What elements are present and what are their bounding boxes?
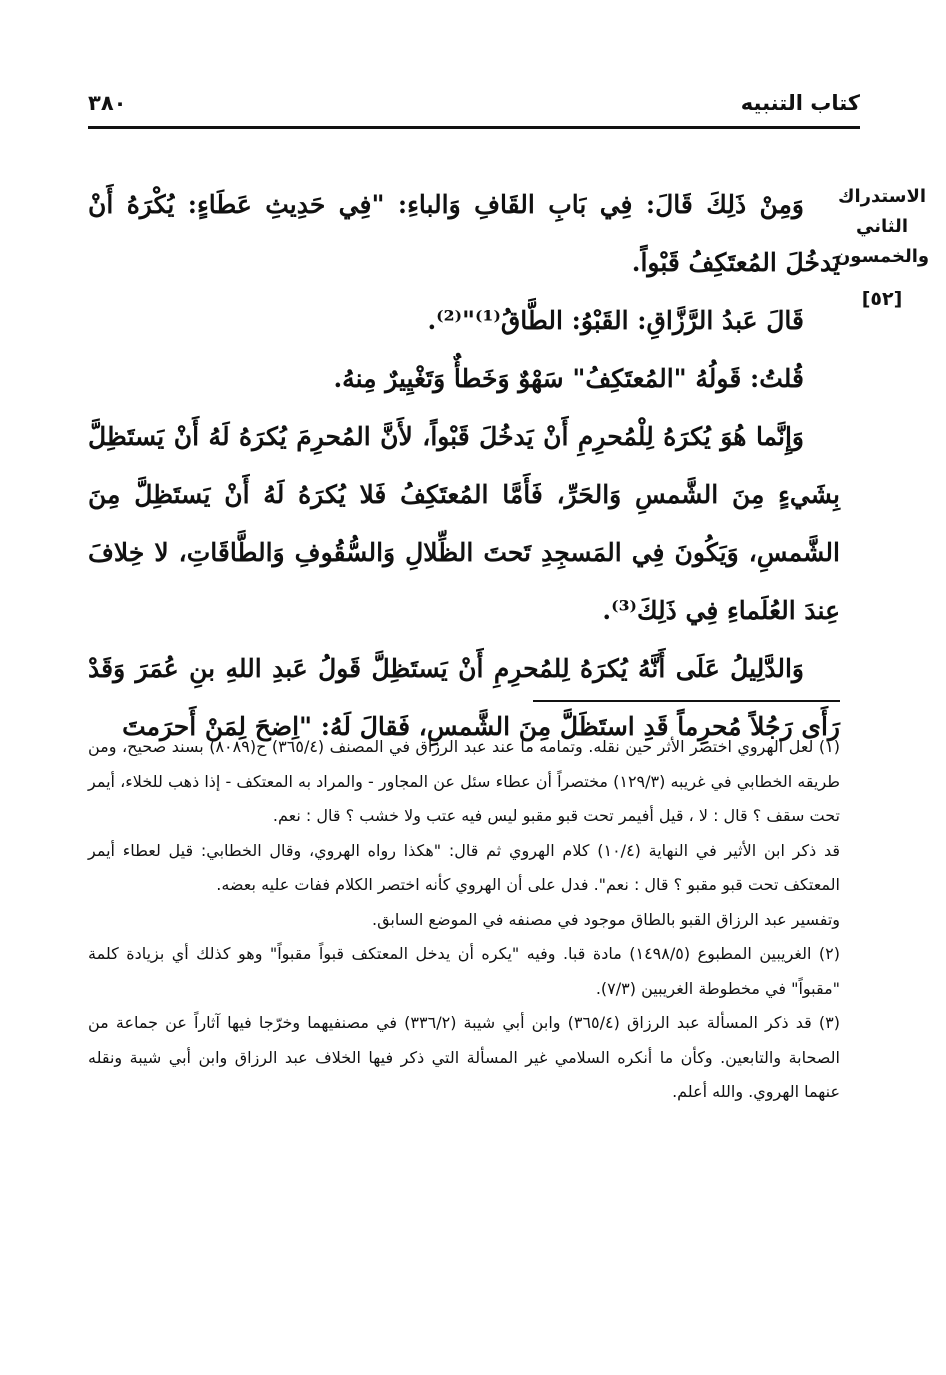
page-number: ٣٨٠ (88, 91, 127, 115)
paragraph-3: قُلتُ: قَولُهُ "المُعتَكِفُ" سَهْوٌ وَخَطأٌ وَتَغْيِيرٌ مِنهُ. (333, 364, 804, 393)
paragraph-5: وَالدَّلِيلُ عَلَى أَنَّهُ يُكرَهُ لِلمُحرِمِ أَنْ يَستَظِلَّ قَولُ عَبدِ اللهِ بنِ عُمَرَ وَقَدْ رَأَى رَجُلاً مُحرِماً قَدِ استَظَلَّ مِنَ الشَّمسِ، فَقالَ لَهُ: "اِضحَ لِمَنْ أَحرَمتَ (88, 654, 840, 741)
footnote-2: (٢) الغريبين المطبوع (١٤٩٨/٥) مادة قبا. وفيه "يكره أن يدخل المعتكف قبواً مقبواً" وهو كذلك أي بزيادة كلمة "مقبواً" في مخطوطة الغريبين (٧/٣). (88, 944, 841, 998)
margin-note (826, 182, 938, 314)
main-text-body (88, 176, 840, 756)
paragraph-4: وَإِنَّما هُوَ يُكرَهُ لِلْمُحرِمِ أَنْ يَدخُلَ قَبْواً، لأَنَّ المُحرِمَ يُكرَهُ لَهُ أَنْ يَستَظِلَّ بِشَيءٍ مِنَ الشَّمسِ وَالحَرِّ، فَأَمَّا المُعتَكِفُ فَلا يُكرَهُ لَهُ أَنْ يَستَظِلَّ مِنَ الشَّمسِ، وَيَكُونَ فِي المَسجِدِ تَحتَ الظِّلالِ وَالسُّقُوفِ وَالطَّاقَاتِ، لا خِلافَ عِندَ العُلَماءِ فِي ذَلِكَ⁽³⁾. (88, 422, 840, 625)
footnote-divider (533, 700, 840, 702)
running-title: كتاب التنبيه (740, 91, 860, 115)
paragraph-1: وَمِنْ ذَلِكَ قَالَ: فِي بَابِ القَافِ وَالباءِ: "فِي حَدِيثِ عَطَاءٍ: يُكْرَهُ أَنْ يَدخُلَ المُعتَكِفُ قَبْواً. (88, 190, 840, 277)
header-divider (88, 126, 860, 129)
footnote-1: (١) لعل الهروي اختصر الأثر حين نقله. وتمامه ما عند عبد الرزاق في المصنف (٣٦٥/٤) ح(٨٠٨٩) بسند صحيح، ومن طريقه الخطابي في غريبه (١٢٩/٣) مختصراً أن عطاء سئل عن المجاور - والمراد به المعتكف - إذا ذهب للخلاء، أيمر تحت سقف ؟ قال : لا ، قيل أفيمر تحت قبو مقبو ليس فيه عتب ولا خشب ؟ قال : نعم. (88, 737, 841, 825)
footnotes-section (88, 730, 840, 1110)
footnote-3: (٣) قد ذكر المسألة عبد الرزاق (٣٦٥/٤) وابن أبي شيبة (٣٣٦/٢) في مصنفيهما وخرّجا فيها آثاراً عن جماعة من الصحابة والتابعين. وكأن ما أنكره السلامي غير المسألة التي ذكر فيها الخلاف عبد الرزاق وابن أبي شيبة ونقله عنهما الهروي. والله أعلم. (88, 1013, 840, 1101)
page-header (88, 88, 860, 124)
margin-note-number: [٥٢] (861, 288, 903, 310)
footnote-1-continued: قد ذكر ابن الأثير في النهاية (١٠/٤) كلام الهروي ثم قال: "هكذا رواه الهروي، وقال الخطابي: قيل لعطاء أيمر المعتكف تحت قبو مقبو ؟ قال : نعم". فدل على أن الهروي كأنه اختصر الكلام ففات عليه بعضه. (88, 840, 841, 894)
paragraph-2: قَالَ عَبدُ الرَّزَّاقِ: القَبْوُ: الطَّاقُ⁽¹⁾"⁽²⁾. (427, 306, 804, 335)
footnote-1-note: وتفسير عبد الرزاق القبو بالطاق موجود في مصنفه في الموضع السابق. (371, 909, 840, 929)
margin-note-line-1: الاستدراك (837, 186, 927, 207)
margin-note-line-2: الثاني (855, 216, 908, 237)
margin-note-line-3: والخمسون (834, 246, 930, 267)
